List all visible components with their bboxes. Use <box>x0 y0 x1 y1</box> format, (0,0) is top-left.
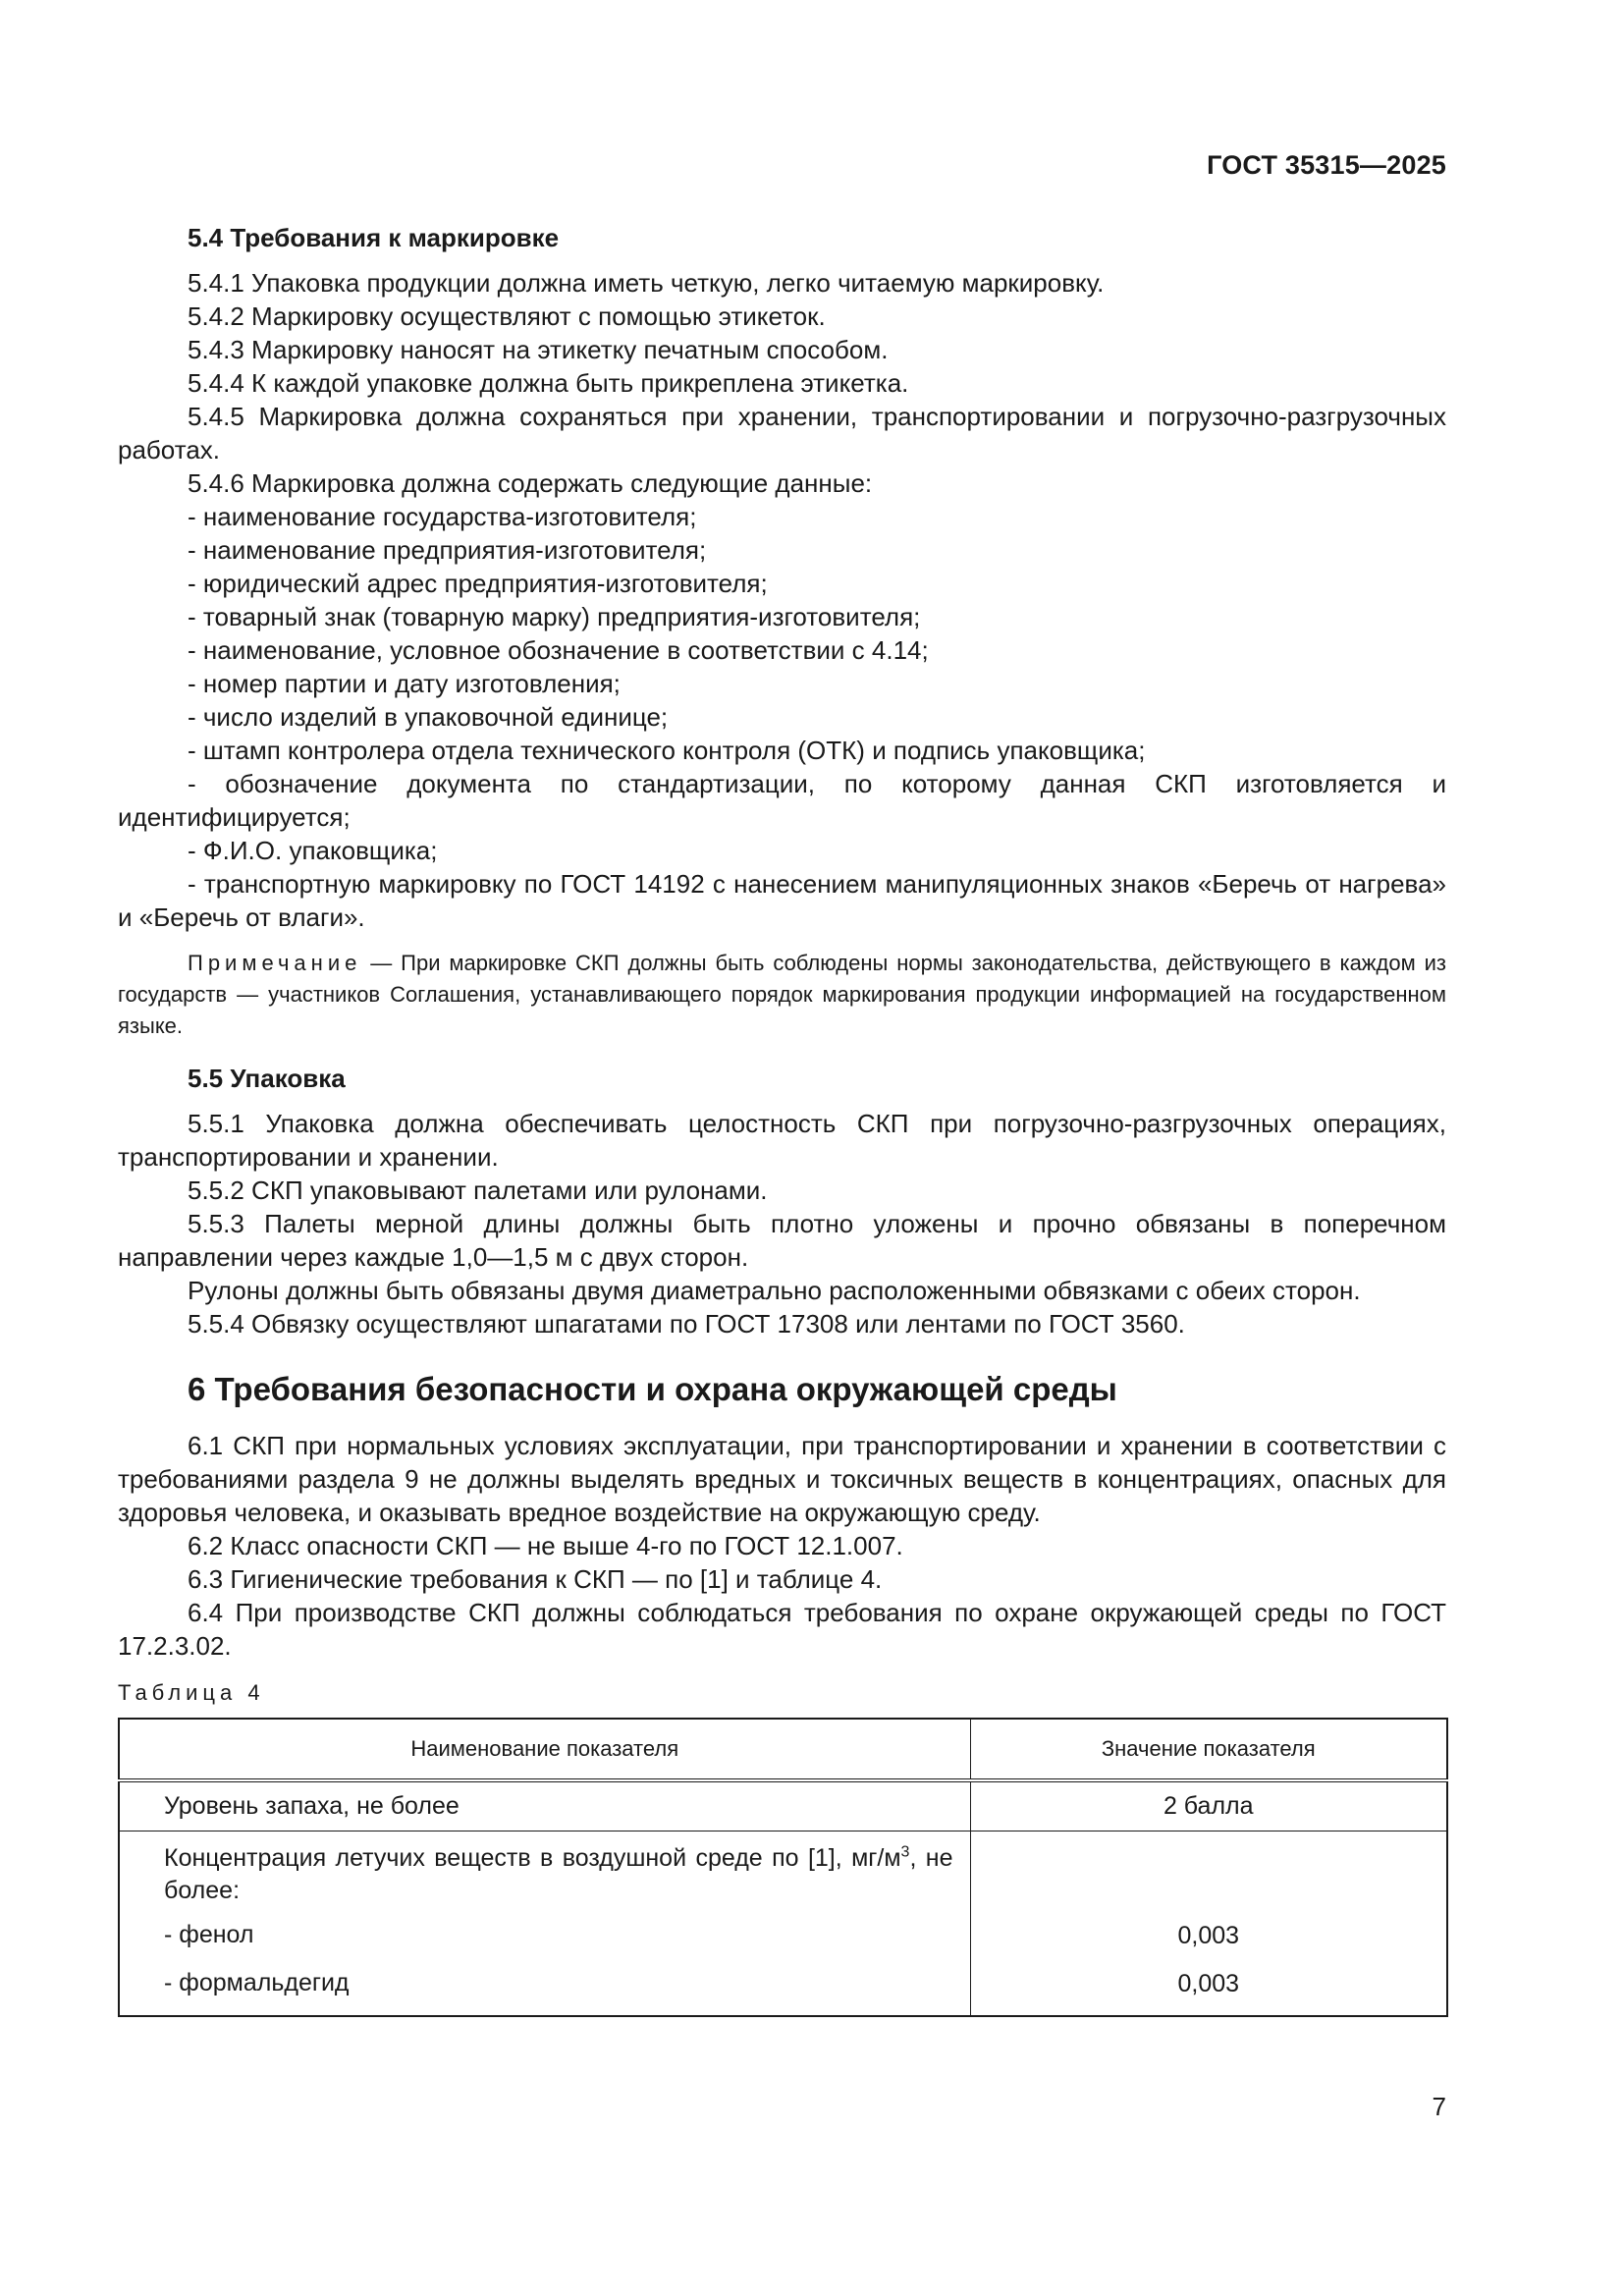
cell-value: 2 балла <box>1163 1792 1254 1820</box>
paragraph-5-4-5: 5.4.5 Маркировка должна сохраняться при хранении, транспортировании и погрузочно-разгрузочных работах. <box>118 402 1446 465</box>
paragraph-5-5-1: 5.5.1 Упаковка должна обеспечивать целостность СКП при погрузочно-разгрузочных операциях, транспортировании и хранении. <box>118 1109 1446 1172</box>
note-text: — При маркировке СКП должны быть соблюдены нормы законодательства, действующего в каждом из государств — участников Соглашения, устанавливающего порядок маркирования продукции информацией на государственном языке. <box>118 951 1446 1038</box>
note <box>118 948 1446 1042</box>
header-cell-value: Значение показателя <box>970 1719 1447 1780</box>
list-item: - наименование государства-изготовителя; <box>188 502 697 531</box>
document-code: ГОСТ 35315—2025 <box>1207 150 1446 180</box>
list-item: - обозначение документа по стандартизации, по которому данная СКП изготовляется и идентифицируется; <box>118 769 1446 832</box>
paragraph-5-4-4: 5.4.4 К каждой упаковке должна быть прикреплена этикетка. <box>188 368 909 398</box>
list-item: - наименование, условное обозначение в соответствии с 4.14; <box>188 635 929 665</box>
note-label: Примечание <box>188 951 362 975</box>
paragraph-5-5-2: 5.5.2 СКП упаковывают палетами или рулонами. <box>188 1175 768 1205</box>
paragraph-5-4-6: 5.4.6 Маркировка должна содержать следующие данные: <box>188 468 873 498</box>
header-cell-name: Наименование показателя <box>119 1719 970 1780</box>
list-item: - транспортную маркировку по ГОСТ 14192 с нанесением манипуляционных знаков «Беречь от нагрева» и «Беречь от влаги». <box>118 869 1446 932</box>
list-item: - наименование предприятия-изготовителя; <box>188 535 707 565</box>
cell-name: - фенол <box>164 1921 254 1948</box>
table-header-row <box>119 1719 1447 1780</box>
paragraph-5-4-2: 5.4.2 Маркировку осуществляют с помощью этикеток. <box>188 301 826 331</box>
table-row <box>119 1780 1447 1831</box>
paragraph-5-5-4: 5.5.4 Обвязку осуществляют шпагатами по ГОСТ 17308 или лентами по ГОСТ 3560. <box>188 1309 1185 1339</box>
section-5-5-title: 5.5 Упаковка <box>188 1064 346 1093</box>
section-6-title: 6 Требования безопасности и охрана окружающей среды <box>188 1371 1117 1407</box>
paragraph-6-1: 6.1 СКП при нормальных условиях эксплуатации, при транспортировании и хранении в соответствии с требованиями раздела 9 не должны выделять вредных и токсичных веществ в концентрациях, опасных для здоровья человека, и оказывать вредное воздействие на окружающую среду. <box>118 1431 1446 1527</box>
list-item: - юридический адрес предприятия-изготовителя; <box>188 569 768 598</box>
paragraph-6-4: 6.4 При производстве СКП должны соблюдаться требования по охране окружающей среды по ГОСТ 17.2.3.02. <box>118 1598 1446 1661</box>
paragraph-5-4-3: 5.4.3 Маркировку наносят на этикетку печатным способом. <box>188 335 889 364</box>
table-4 <box>118 1718 1448 2017</box>
table-caption: Таблица 4 <box>118 1680 265 1705</box>
cell-name: Уровень запаха, не более <box>164 1792 460 1820</box>
paragraph-6-2: 6.2 Класс опасности СКП — не выше 4-го по ГОСТ 12.1.007. <box>188 1531 903 1560</box>
cell-value: 0,003 <box>1177 1970 1240 1997</box>
paragraph-rolls: Рулоны должны быть обвязаны двумя диаметрально расположенными обвязками с обеих сторон. <box>188 1276 1361 1305</box>
page-number: 7 <box>1432 2092 1446 2121</box>
paragraph-5-4-1: 5.4.1 Упаковка продукции должна иметь четкую, легко читаемую маркировку. <box>188 268 1105 298</box>
cell-name: - формальдегид <box>164 1969 350 1996</box>
paragraph-6-3: 6.3 Гигиенические требования к СКП — по [1] и таблице 4. <box>188 1564 883 1594</box>
table-cell <box>970 1780 1447 1831</box>
table-cell <box>970 1831 1447 2017</box>
section-5-4-title: 5.4 Требования к маркировке <box>188 223 560 252</box>
table-cell <box>119 1780 970 1831</box>
list-item: - номер партии и дату изготовления; <box>188 669 621 698</box>
cell-name: Концентрация летучих веществ в воздушной среде по [1], $мг/м^3$, не более: <box>164 1843 953 1904</box>
cell-value: 0,003 <box>1177 1922 1240 1949</box>
list-item: - товарный знак (товарную марку) предприятия-изготовителя; <box>188 602 921 631</box>
table-row <box>119 1831 1447 2017</box>
list-item: - Ф.И.О. упаковщика; <box>188 836 438 865</box>
list-item: - штамп контролера отдела технического контроля (ОТК) и подпись упаковщика; <box>188 736 1146 765</box>
list-item: - число изделий в упаковочной единице; <box>188 702 669 732</box>
table-cell <box>119 1831 970 2017</box>
page-content <box>118 221 1446 2017</box>
paragraph-5-5-3: 5.5.3 Палеты мерной длины должны быть плотно уложены и прочно обвязаны в поперечном направлении через каждые 1,0—1,5 м с двух сторон. <box>118 1209 1446 1272</box>
